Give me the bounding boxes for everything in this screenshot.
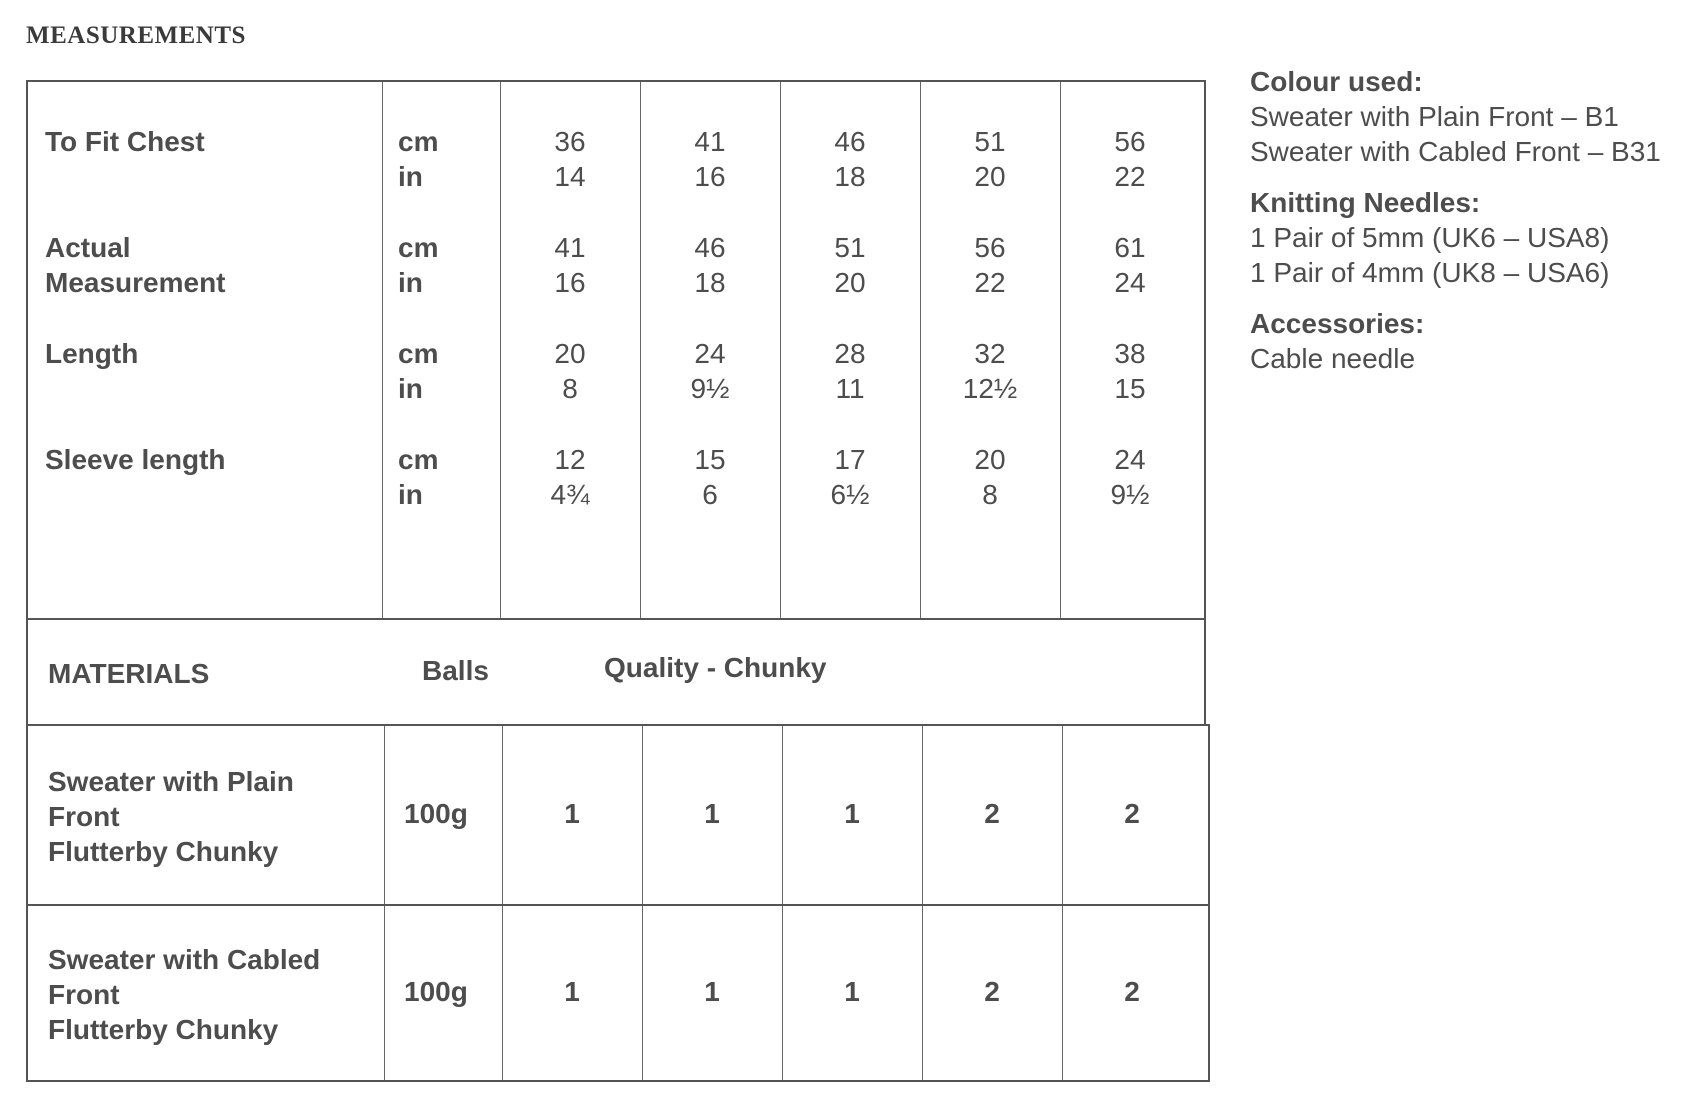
needles-line: 1 Pair of 5mm (UK6 – USA8): [1250, 222, 1610, 253]
value-cell: 51: [834, 232, 866, 263]
value-cell: 51: [974, 126, 1006, 157]
row-label-length: Length: [45, 338, 139, 369]
value-cell: 22: [974, 267, 1006, 298]
value-cell: 36: [554, 126, 586, 157]
value-cell: 15: [1114, 373, 1146, 404]
value-cell: 15: [694, 444, 726, 475]
row-label-actual-measurement: Actual: [45, 232, 131, 263]
column-divider: [640, 82, 641, 618]
unit-in: in: [398, 373, 423, 404]
value-cell: 16: [694, 161, 726, 192]
value-cell: 9½: [690, 373, 730, 404]
colour-line: Sweater with Cabled Front – B31: [1250, 136, 1661, 167]
needles-line: 1 Pair of 4mm (UK8 – USA6): [1250, 257, 1610, 288]
value-cell: 41: [694, 126, 726, 157]
value-cell: 18: [834, 161, 866, 192]
value-cell: 46: [834, 126, 866, 157]
colour-line: Sweater with Plain Front – B1: [1250, 101, 1619, 132]
supplies-info: [1250, 64, 1661, 376]
measurements-table: [26, 80, 1206, 620]
value-cell: 32: [974, 338, 1006, 369]
row-label-to-fit-chest: To Fit Chest: [45, 126, 205, 157]
column-divider: [780, 82, 781, 618]
balls-count: 1: [844, 798, 860, 829]
balls-count: 2: [1124, 976, 1140, 1007]
unit-in: in: [398, 161, 423, 192]
materials-table: [26, 724, 1210, 1082]
unit-cm: cm: [398, 232, 439, 263]
value-cell: 28: [834, 338, 866, 369]
material-label: Front: [48, 979, 120, 1010]
column-divider: [922, 726, 923, 1080]
column-divider: [920, 82, 921, 618]
column-divider: [642, 726, 643, 1080]
value-cell: 24: [1114, 267, 1146, 298]
balls-count: 2: [984, 798, 1000, 829]
balls-count: 1: [844, 976, 860, 1007]
value-cell: 56: [974, 232, 1006, 263]
unit-cm: cm: [398, 338, 439, 369]
accessories-heading: Accessories:: [1250, 308, 1425, 339]
value-cell: 6½: [830, 479, 870, 510]
value-cell: 17: [834, 444, 866, 475]
value-cell: 14: [554, 161, 586, 192]
colour-heading: Colour used:: [1250, 66, 1423, 97]
balls-count: 2: [1124, 798, 1140, 829]
needles-heading: Knitting Needles:: [1250, 187, 1481, 218]
accessories-line: Cable needle: [1250, 343, 1416, 374]
value-cell: 12½: [962, 373, 1018, 404]
value-cell: 20: [834, 267, 866, 298]
balls-count: 1: [564, 976, 580, 1007]
value-cell: 4¾: [550, 479, 590, 510]
value-cell: 12: [554, 444, 586, 475]
column-divider: [1060, 82, 1061, 618]
material-label: Front: [48, 801, 120, 832]
balls-count: 1: [704, 976, 720, 1007]
value-cell: 41: [554, 232, 586, 263]
materials-heading: MATERIALS: [48, 658, 210, 689]
column-divider: [1062, 726, 1063, 1080]
page-title: MEASUREMENTS: [26, 22, 246, 49]
value-cell: 22: [1114, 161, 1146, 192]
row-divider: [28, 904, 1208, 906]
value-cell: 20: [974, 161, 1006, 192]
value-cell: 20: [554, 338, 586, 369]
value-cell: 61: [1114, 232, 1146, 263]
material-label: Sweater with Plain: [48, 766, 294, 797]
value-cell: 6: [702, 479, 718, 510]
value-cell: 56: [1114, 126, 1146, 157]
balls-count: 1: [564, 798, 580, 829]
unit-cm: cm: [398, 126, 439, 157]
value-cell: 11: [835, 373, 865, 404]
balls-count: 1: [704, 798, 720, 829]
balls-heading: Balls: [422, 655, 489, 686]
value-cell: 24: [1114, 444, 1146, 475]
value-cell: 38: [1114, 338, 1146, 369]
column-divider: [782, 726, 783, 1080]
value-cell: 20: [974, 444, 1006, 475]
value-cell: 18: [694, 267, 726, 298]
unit-in: in: [398, 479, 423, 510]
column-divider: [500, 82, 501, 618]
value-cell: 8: [562, 373, 578, 404]
value-cell: 9½: [1110, 479, 1150, 510]
balls-count: 2: [984, 976, 1000, 1007]
value-cell: 16: [554, 267, 586, 298]
material-label: Sweater with Cabled: [48, 944, 321, 975]
materials-header-row: [26, 618, 1206, 726]
row-label-actual-measurement: Measurement: [45, 267, 226, 298]
quality-heading: Quality - Chunky: [604, 652, 827, 683]
column-divider: [384, 726, 385, 1080]
unit-cm: cm: [398, 444, 439, 475]
value-cell: 8: [982, 479, 998, 510]
material-label: Flutterby Chunky: [48, 1014, 279, 1045]
unit-in: in: [398, 267, 423, 298]
value-cell: 24: [694, 338, 726, 369]
row-label-sleeve-length: Sleeve length: [45, 444, 226, 475]
material-weight: 100g: [404, 976, 468, 1007]
material-weight: 100g: [404, 798, 468, 829]
column-divider: [382, 82, 383, 618]
column-divider: [502, 726, 503, 1080]
material-label: Flutterby Chunky: [48, 836, 279, 867]
value-cell: 46: [694, 232, 726, 263]
